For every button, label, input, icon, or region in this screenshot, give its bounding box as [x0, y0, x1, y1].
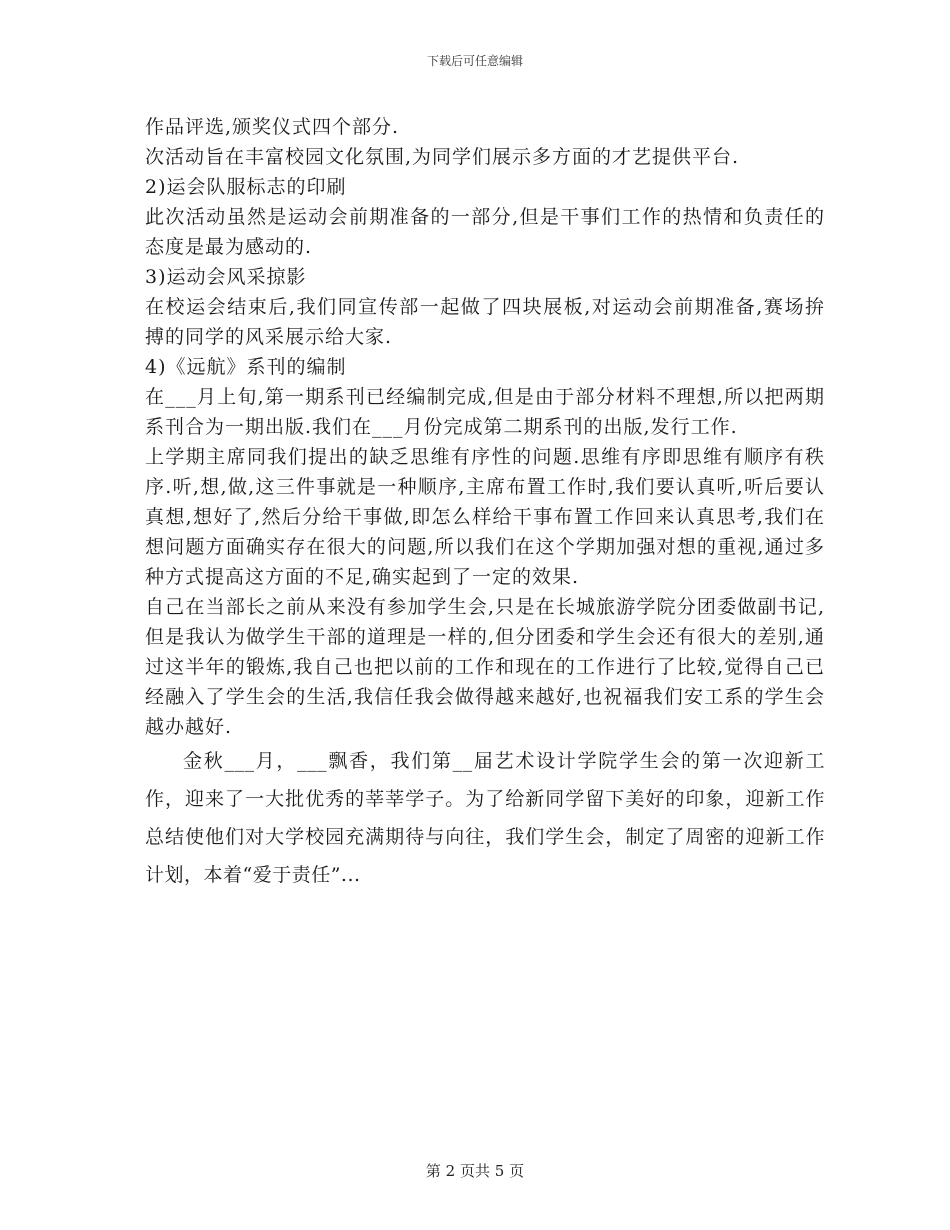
paragraph: 自己在当部长之前从来没有参加学生会,只是在长城旅游学院分团委做副书记,但是我认为做学生干部的道理是一样的,但分团委和学生会还有很大的差别,通过这半年的锻炼,我自己也把以前的工作和现在的工作进行了比较,觉得自己已经融入了学生会的生活,我信任我会做得越来越好,也祝福我们安工系的学生会越办越好.	[145, 596, 825, 738]
paragraph: 作品评选,颁奖仪式四个部分.	[145, 116, 400, 138]
paragraph: 次活动旨在丰富校园文化氛围,为同学们展示多方面的才艺提供平台.	[145, 146, 740, 168]
paragraph-indented: 金秋___月，___飘香，我们第__届艺术设计学院学生会的第一次迎新工作，迎来了一大批优秀的莘莘学子。为了给新同学留下美好的印象，迎新工作总结使他们对大学校园充满期待与向往，我们学生会，制定了周密的迎新工作计划，本着“爱于责任”...	[145, 750, 825, 886]
section-heading: 2)运会队服标志的印刷	[145, 176, 347, 198]
page-header: 下载后可任意编辑	[426, 54, 523, 68]
document-body	[145, 112, 825, 894]
page-number: 第 2 页共 5 页	[425, 1162, 525, 1180]
paragraph: 在校运会结束后,我们同宣传部一起做了四块展板,对运动会前期准备,赛场拚搏的同学的风采展示给大家.	[145, 296, 825, 348]
paragraph: 在___月上旬,第一期系刊已经编制完成,但是由于部分材料不理想,所以把两期系刊合为一期出版.我们在___月份完成第二期系刊的出版,发行工作.	[145, 386, 825, 438]
section-heading: 4)《远航》系刊的编制	[145, 356, 347, 378]
paragraph: 上学期主席同我们提出的缺乏思维有序性的问题.思维有序即思维有顺序有秩序.听,想,做,这三件事就是一种顺序,主席布置工作时,我们要认真听,听后要认真想,想好了,然后分给干事做,即怎么样给干事布置工作回来认真思考,我们在想问题方面确实存在很大的问题,所以我们在这个学期加强对想的重视,通过多种方式提高这方面的不足,确实起到了一定的效果.	[145, 446, 825, 588]
section-heading: 3)运动会风采掠影	[145, 266, 307, 288]
paragraph: 此次活动虽然是运动会前期准备的一部分,但是干事们工作的热情和负责任的态度是最为感动的.	[145, 206, 825, 258]
